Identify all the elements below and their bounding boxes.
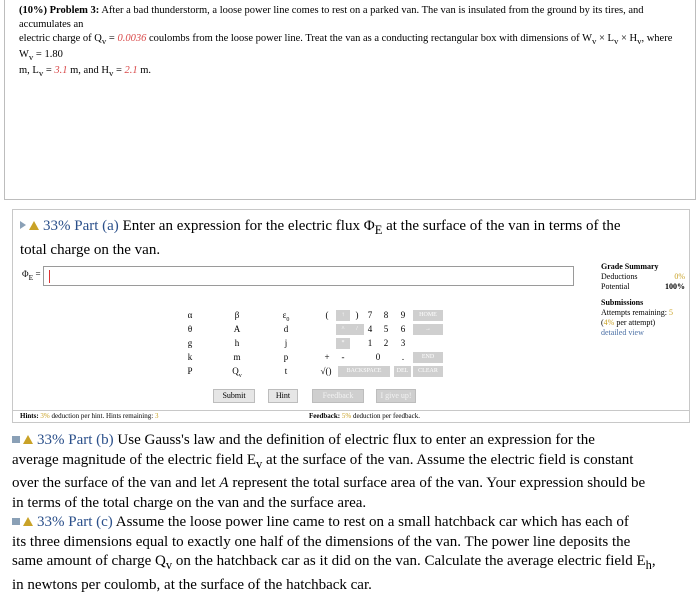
key-home[interactable]: HOME <box>413 310 443 321</box>
symbol-g[interactable]: g <box>187 338 193 348</box>
symbol-m[interactable]: m <box>233 352 241 362</box>
part-b-c <box>12 431 690 595</box>
charge-value: 0.0036 <box>117 33 147 44</box>
symbol-j[interactable]: j <box>284 338 288 348</box>
symbol-theta[interactable]: θ <box>187 324 193 334</box>
detailed-view-link[interactable]: detailed view <box>601 328 644 337</box>
key-right-arrow[interactable]: → <box>413 324 443 335</box>
symbol-h[interactable]: h <box>234 338 240 348</box>
expand-arrow-icon[interactable] <box>20 221 26 229</box>
key-3[interactable]: 3 <box>400 338 406 348</box>
key-minus[interactable]: - <box>341 352 345 362</box>
symbol-Qv[interactable]: $Q_v$ <box>232 366 242 379</box>
symbol-p[interactable]: p <box>283 352 289 362</box>
give-up-button[interactable]: I give up! <box>376 389 416 403</box>
key-8[interactable]: 8 <box>383 310 389 320</box>
key-4[interactable]: 4 <box>367 324 373 334</box>
feedback-info: Feedback: 5% deduction per feedback. <box>309 412 421 420</box>
part-b: 33% Part (b) Use Gauss's law and the definition of electric flux to enter an expression for the average magnitude of the electric field $E_v$ at the surface of the van. Assume the electric field is constant over the surface of the van and let A represent the total surface area of the van. Your expression should be in terms of the total charge on the van and the surface area. <box>12 432 646 511</box>
collapsed-part-icon[interactable] <box>12 518 20 525</box>
key-caret[interactable]: ^ <box>336 324 350 335</box>
key-clear[interactable]: CLEAR <box>413 366 443 377</box>
key-5[interactable]: 5 <box>383 324 389 334</box>
length-value: 3.1 <box>54 65 68 77</box>
symbol-t[interactable]: t <box>284 366 288 376</box>
key-dot[interactable]: . <box>401 352 405 362</box>
warning-icon <box>23 517 33 526</box>
symbol-epsilon0[interactable]: $\varepsilon_0$ <box>282 310 290 323</box>
problem-label: (10%) Problem 3: <box>19 5 100 16</box>
submissions-info: Submissions Attempts remaining: 5 (4% per attempt) detailed view <box>601 298 685 338</box>
symbol-k[interactable]: k <box>187 352 193 362</box>
grade-summary: Grade Summary Deductions 0% Potential 100% <box>601 262 685 291</box>
key-0[interactable]: 0 <box>375 352 381 362</box>
height-value: 2.1 <box>124 65 138 77</box>
key-6[interactable]: 6 <box>400 324 406 334</box>
key-end[interactable]: END <box>413 352 443 363</box>
key-2[interactable]: 2 <box>383 338 389 348</box>
symbol-d[interactable]: d <box>283 324 289 334</box>
symbol-A[interactable]: A <box>233 324 241 334</box>
key-slash[interactable]: / <box>350 324 364 335</box>
key-1[interactable]: 1 <box>367 338 373 348</box>
hints-info: Hints: 3% deduction per hint. Hints remaining: 3 <box>20 412 159 420</box>
feedback-button[interactable]: Feedback <box>312 389 364 403</box>
part-a-percent: 33% Part (a) <box>43 218 119 234</box>
key-close-paren[interactable]: ) <box>355 310 359 320</box>
problem-statement: (10%) Problem 3: After a bad thunderstorm, a loose power line comes to rest on a parked van. The van is insulated from the ground by its tires, and accumulates an electric charge of $Q_v = 0.0036$ coulombs from the loose power line. Treat the van as a conducting rectangular box with dimensions of $W_v \times L_v \times H_v$, where $W_v = 1.80$ m, $L_v = 3.1$ m, and $H_v = 2.1$ m. <box>4 0 696 200</box>
symbol-P[interactable]: P <box>187 366 193 376</box>
part-a-heading: 33% Part (a) Enter an expression for the electric flux $\Phi_E$ at the surface of the van in terms of the total charge on the van. <box>20 218 621 258</box>
warning-icon <box>29 221 39 230</box>
key-9[interactable]: 9 <box>400 310 406 320</box>
key-star[interactable]: * <box>336 338 350 349</box>
key-del[interactable]: DEL <box>394 366 411 377</box>
part-c: 33% Part (c) Assume the loose power line came to rest on a small hatchback car which has each of its three dimensions equal to exactly one half of the dimensions of the van. The power line deposits the same amount of charge $Q_v$ on the hatchback car as it did on the van. Calculate the average electric field $E_h$, in newtons per coulomb, at the surface of the hatchback car. <box>12 514 656 593</box>
warning-icon <box>23 435 33 444</box>
hint-button[interactable]: Hint <box>268 389 298 403</box>
key-7[interactable]: 7 <box>367 310 373 320</box>
key-backspace[interactable]: BACKSPACE <box>338 366 390 377</box>
key-sqrt[interactable]: √() <box>320 366 332 376</box>
answer-input[interactable] <box>43 266 574 286</box>
symbol-alpha[interactable]: α <box>187 310 193 320</box>
collapsed-part-icon[interactable] <box>12 436 20 443</box>
text-cursor <box>49 270 50 283</box>
key-up-arrow[interactable]: ↑ <box>336 310 350 321</box>
key-plus[interactable]: + <box>324 352 330 362</box>
key-open-paren[interactable]: ( <box>325 310 329 320</box>
answer-label: $\Phi_E$ = <box>22 269 41 282</box>
submit-button[interactable]: Submit <box>213 389 255 403</box>
symbol-beta[interactable]: β <box>234 310 240 320</box>
